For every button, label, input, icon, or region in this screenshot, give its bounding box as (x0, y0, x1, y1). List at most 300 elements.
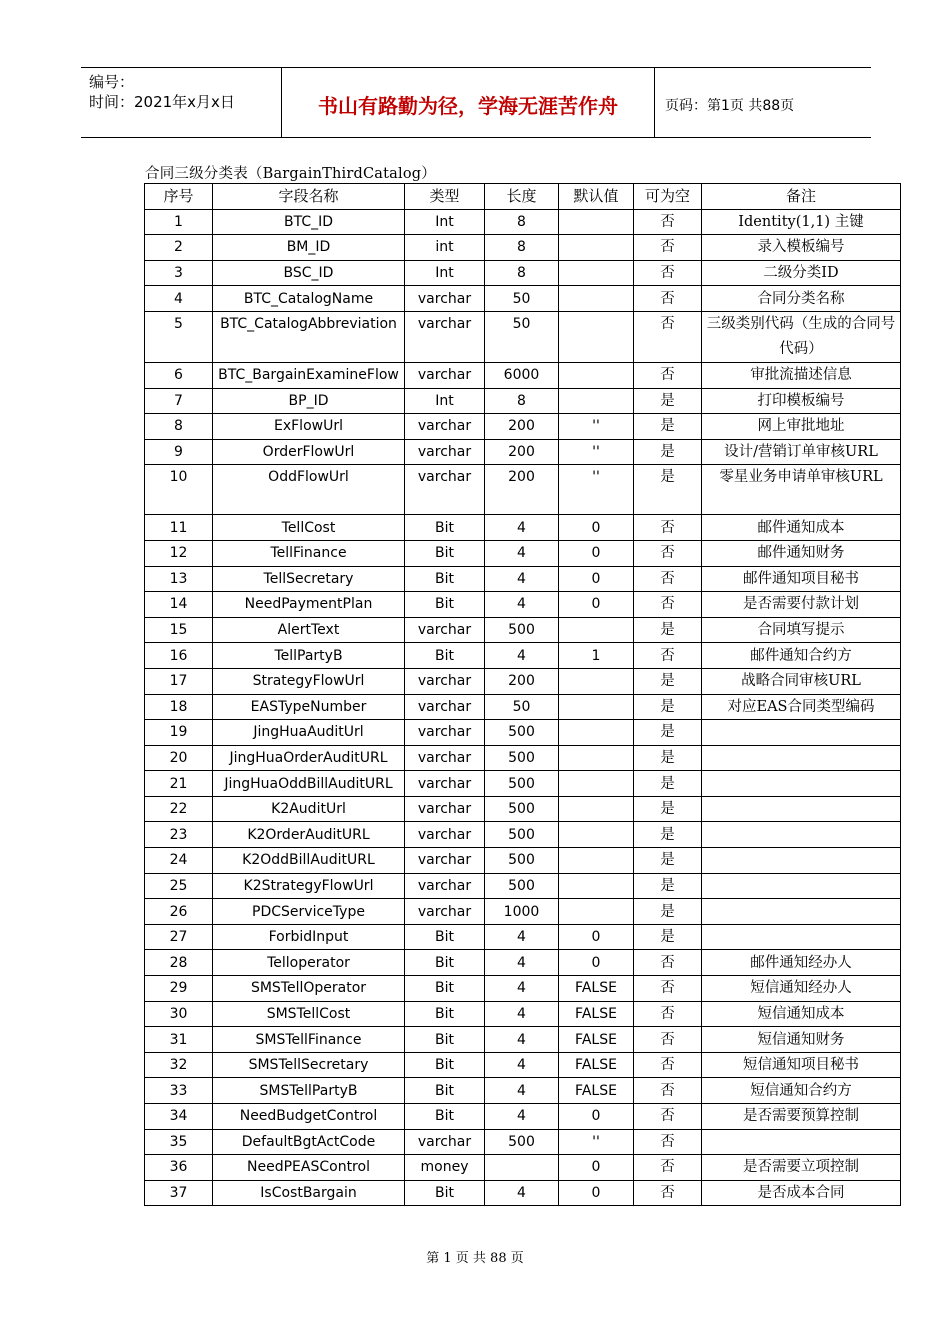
document-number-label: 编号： (89, 73, 135, 91)
cell-type: int (405, 235, 485, 261)
table-row (145, 848, 901, 874)
cell-default: 0 (559, 950, 634, 976)
cell-index: 37 (145, 1180, 213, 1206)
cell-remark: 短信通知项目秘书 (702, 1052, 901, 1078)
cell-field-name: BTC_CatalogAbbreviation (213, 311, 405, 362)
table-row (145, 1052, 901, 1078)
cell-length: 1000 (485, 899, 559, 925)
cell-remark: 打印模板编号 (702, 388, 901, 414)
cell-remark: 邮件通知财务 (702, 540, 901, 566)
cell-nullable: 是 (634, 771, 702, 797)
cell-length: 4 (485, 924, 559, 950)
cell-default: 0 (559, 592, 634, 618)
field-definition-table (144, 183, 901, 1206)
cell-nullable: 否 (634, 950, 702, 976)
cell-nullable: 是 (634, 668, 702, 694)
cell-field-name: OddFlowUrl (213, 465, 405, 515)
cell-remark: 是否需要预算控制 (702, 1104, 901, 1130)
cell-index: 18 (145, 694, 213, 720)
cell-index: 19 (145, 720, 213, 746)
cell-field-name: K2StrategyFlowUrl (213, 873, 405, 899)
cell-remark (702, 745, 901, 771)
cell-nullable: 否 (634, 1129, 702, 1155)
cell-index: 33 (145, 1078, 213, 1104)
cell-type: varchar (405, 617, 485, 643)
table-row (145, 209, 901, 235)
cell-default (559, 848, 634, 874)
cell-nullable: 否 (634, 1104, 702, 1130)
cell-length: 6000 (485, 362, 559, 388)
cell-nullable: 否 (634, 362, 702, 388)
cell-remark: 合同填写提示 (702, 617, 901, 643)
cell-length: 4 (485, 1180, 559, 1206)
cell-default (559, 668, 634, 694)
cell-field-name: JingHuaOddBillAuditURL (213, 771, 405, 797)
cell-index: 8 (145, 414, 213, 440)
cell-default: 0 (559, 566, 634, 592)
cell-index: 31 (145, 1027, 213, 1053)
cell-length: 4 (485, 566, 559, 592)
cell-length: 200 (485, 465, 559, 515)
cell-type: Bit (405, 1052, 485, 1078)
cell-remark: 短信通知财务 (702, 1027, 901, 1053)
cell-index: 23 (145, 822, 213, 848)
cell-default: FALSE (559, 1001, 634, 1027)
cell-default: 0 (559, 924, 634, 950)
cell-default (559, 260, 634, 286)
cell-remark: 合同分类名称 (702, 286, 901, 312)
cell-field-name: BP_ID (213, 388, 405, 414)
cell-index: 24 (145, 848, 213, 874)
cell-type: varchar (405, 771, 485, 797)
cell-length: 4 (485, 515, 559, 541)
cell-default: 0 (559, 515, 634, 541)
cell-index: 6 (145, 362, 213, 388)
cell-remark: 录入模板编号 (702, 235, 901, 261)
table-row (145, 1001, 901, 1027)
cell-default: FALSE (559, 976, 634, 1002)
cell-type: Bit (405, 515, 485, 541)
cell-default (559, 286, 634, 312)
table-header-row (145, 184, 901, 210)
cell-remark: 是否成本合同 (702, 1180, 901, 1206)
table-row (145, 540, 901, 566)
cell-type: varchar (405, 286, 485, 312)
column-header-index: 序号 (145, 184, 213, 210)
cell-remark: 邮件通知成本 (702, 515, 901, 541)
cell-nullable: 是 (634, 465, 702, 515)
cell-field-name: BTC_CatalogName (213, 286, 405, 312)
table-row (145, 515, 901, 541)
cell-index: 5 (145, 311, 213, 362)
cell-remark: 短信通知成本 (702, 1001, 901, 1027)
cell-length: 500 (485, 720, 559, 746)
cell-default (559, 388, 634, 414)
cell-nullable: 是 (634, 924, 702, 950)
cell-type: Bit (405, 950, 485, 976)
table-row (145, 643, 901, 669)
cell-nullable: 是 (634, 414, 702, 440)
cell-type: varchar (405, 796, 485, 822)
cell-remark: 零星业务申请单审核URL (702, 465, 901, 515)
table-row (145, 694, 901, 720)
cell-index: 4 (145, 286, 213, 312)
cell-type: varchar (405, 694, 485, 720)
cell-index: 30 (145, 1001, 213, 1027)
cell-nullable: 是 (634, 745, 702, 771)
column-header-length: 长度 (485, 184, 559, 210)
cell-nullable: 否 (634, 1180, 702, 1206)
cell-field-name: TellSecretary (213, 566, 405, 592)
cell-index: 7 (145, 388, 213, 414)
cell-length: 500 (485, 822, 559, 848)
header-page-label: 页码：第1页 共88页 (665, 97, 795, 114)
column-header-type: 类型 (405, 184, 485, 210)
table-row (145, 796, 901, 822)
cell-field-name: JingHuaOrderAuditURL (213, 745, 405, 771)
table-row (145, 873, 901, 899)
cell-remark: 设计/营销订单审核URL (702, 439, 901, 465)
cell-nullable: 否 (634, 311, 702, 362)
cell-nullable: 是 (634, 796, 702, 822)
cell-field-name: K2OrderAuditURL (213, 822, 405, 848)
cell-remark (702, 796, 901, 822)
cell-length: 8 (485, 209, 559, 235)
cell-field-name: NeedBudgetControl (213, 1104, 405, 1130)
table-row (145, 1180, 901, 1206)
cell-length: 500 (485, 771, 559, 797)
table-row (145, 592, 901, 618)
cell-field-name: EASTypeNumber (213, 694, 405, 720)
cell-field-name: StrategyFlowUrl (213, 668, 405, 694)
cell-field-name: BM_ID (213, 235, 405, 261)
cell-length: 4 (485, 592, 559, 618)
cell-field-name: SMSTellFinance (213, 1027, 405, 1053)
cell-length: 50 (485, 286, 559, 312)
cell-type: varchar (405, 668, 485, 694)
table-row (145, 286, 901, 312)
cell-nullable: 否 (634, 209, 702, 235)
cell-nullable: 否 (634, 235, 702, 261)
document-header (81, 67, 871, 138)
cell-remark: 是否需要付款计划 (702, 592, 901, 618)
cell-index: 25 (145, 873, 213, 899)
cell-length (485, 1155, 559, 1181)
cell-type: Bit (405, 566, 485, 592)
cell-type: varchar (405, 873, 485, 899)
column-header-nullable: 可为空 (634, 184, 702, 210)
cell-default: 0 (559, 1104, 634, 1130)
cell-nullable: 是 (634, 848, 702, 874)
table-row (145, 566, 901, 592)
cell-nullable: 是 (634, 388, 702, 414)
cell-field-name: SMSTellPartyB (213, 1078, 405, 1104)
cell-remark (702, 873, 901, 899)
cell-length: 200 (485, 668, 559, 694)
cell-length: 8 (485, 388, 559, 414)
table-row (145, 260, 901, 286)
cell-length: 500 (485, 617, 559, 643)
table-caption: 合同三级分类表（BargainThirdCatalog） (145, 166, 436, 182)
table-row (145, 1129, 901, 1155)
cell-index: 36 (145, 1155, 213, 1181)
column-header-field-name: 字段名称 (213, 184, 405, 210)
cell-index: 21 (145, 771, 213, 797)
page-footer: 第 1 页 共 88 页 (426, 1251, 524, 1266)
cell-length: 200 (485, 414, 559, 440)
cell-type: Bit (405, 1078, 485, 1104)
cell-nullable: 否 (634, 1052, 702, 1078)
cell-field-name: JingHuaAuditUrl (213, 720, 405, 746)
cell-index: 14 (145, 592, 213, 618)
cell-type: varchar (405, 848, 485, 874)
cell-type: varchar (405, 414, 485, 440)
cell-default (559, 873, 634, 899)
cell-remark: 网上审批地址 (702, 414, 901, 440)
cell-field-name: DefaultBgtActCode (213, 1129, 405, 1155)
cell-default: '' (559, 439, 634, 465)
cell-length: 500 (485, 745, 559, 771)
cell-remark: 审批流描述信息 (702, 362, 901, 388)
cell-index: 34 (145, 1104, 213, 1130)
cell-length: 4 (485, 976, 559, 1002)
cell-type: varchar (405, 1129, 485, 1155)
cell-type: Int (405, 260, 485, 286)
cell-nullable: 否 (634, 1155, 702, 1181)
cell-field-name: TellPartyB (213, 643, 405, 669)
cell-type: Bit (405, 1104, 485, 1130)
document-date-label: 时间：2021年x月x日 (89, 93, 235, 111)
cell-index: 32 (145, 1052, 213, 1078)
cell-length: 8 (485, 235, 559, 261)
header-motto: 书山有路勤为径，学海无涯苦作舟 (282, 68, 655, 137)
cell-type: varchar (405, 465, 485, 515)
cell-remark (702, 822, 901, 848)
cell-nullable: 是 (634, 899, 702, 925)
cell-type: varchar (405, 720, 485, 746)
cell-remark: 对应EAS合同类型编码 (702, 694, 901, 720)
cell-index: 15 (145, 617, 213, 643)
cell-remark: 邮件通知合约方 (702, 643, 901, 669)
cell-default: '' (559, 414, 634, 440)
cell-default: FALSE (559, 1078, 634, 1104)
table-row (145, 668, 901, 694)
cell-nullable: 否 (634, 1078, 702, 1104)
cell-type: Bit (405, 1001, 485, 1027)
cell-index: 28 (145, 950, 213, 976)
cell-field-name: IsCostBargain (213, 1180, 405, 1206)
cell-field-name: K2OddBillAuditURL (213, 848, 405, 874)
cell-length: 500 (485, 1129, 559, 1155)
cell-index: 1 (145, 209, 213, 235)
cell-remark (702, 771, 901, 797)
table-row (145, 1155, 901, 1181)
table-row (145, 439, 901, 465)
cell-length: 8 (485, 260, 559, 286)
cell-field-name: PDCServiceType (213, 899, 405, 925)
cell-default (559, 209, 634, 235)
cell-nullable: 是 (634, 694, 702, 720)
cell-default: FALSE (559, 1027, 634, 1053)
cell-default: '' (559, 465, 634, 515)
cell-default (559, 362, 634, 388)
table-row (145, 720, 901, 746)
cell-index: 9 (145, 439, 213, 465)
cell-index: 26 (145, 899, 213, 925)
cell-nullable: 否 (634, 566, 702, 592)
cell-default (559, 720, 634, 746)
table-row (145, 388, 901, 414)
cell-field-name: SMSTellSecretary (213, 1052, 405, 1078)
cell-field-name: TellFinance (213, 540, 405, 566)
cell-index: 20 (145, 745, 213, 771)
cell-default (559, 617, 634, 643)
cell-type: varchar (405, 899, 485, 925)
table-row (145, 235, 901, 261)
cell-default (559, 745, 634, 771)
cell-remark (702, 899, 901, 925)
cell-field-name: AlertText (213, 617, 405, 643)
cell-default: '' (559, 1129, 634, 1155)
cell-field-name: BSC_ID (213, 260, 405, 286)
column-header-remark: 备注 (702, 184, 901, 210)
cell-default: 0 (559, 1155, 634, 1181)
table-row (145, 1078, 901, 1104)
table-row (145, 899, 901, 925)
cell-type: Bit (405, 592, 485, 618)
cell-nullable: 否 (634, 260, 702, 286)
cell-nullable: 是 (634, 873, 702, 899)
cell-length: 4 (485, 950, 559, 976)
cell-type: Int (405, 209, 485, 235)
cell-default: 0 (559, 1180, 634, 1206)
cell-length: 4 (485, 1027, 559, 1053)
cell-length: 500 (485, 848, 559, 874)
cell-type: Bit (405, 540, 485, 566)
cell-nullable: 否 (634, 1001, 702, 1027)
cell-remark: 短信通知经办人 (702, 976, 901, 1002)
cell-field-name: ExFlowUrl (213, 414, 405, 440)
cell-length: 500 (485, 796, 559, 822)
cell-length: 50 (485, 694, 559, 720)
cell-type: varchar (405, 822, 485, 848)
table-row (145, 950, 901, 976)
cell-field-name: SMSTellOperator (213, 976, 405, 1002)
cell-remark: 邮件通知项目秘书 (702, 566, 901, 592)
cell-index: 22 (145, 796, 213, 822)
cell-remark (702, 1129, 901, 1155)
cell-field-name: NeedPEASControl (213, 1155, 405, 1181)
cell-remark: 短信通知合约方 (702, 1078, 901, 1104)
table-row (145, 771, 901, 797)
cell-default (559, 899, 634, 925)
cell-remark: Identity(1,1) 主键 (702, 209, 901, 235)
table-row (145, 617, 901, 643)
cell-type: varchar (405, 439, 485, 465)
cell-length: 4 (485, 1078, 559, 1104)
cell-type: Bit (405, 924, 485, 950)
cell-length: 4 (485, 643, 559, 669)
cell-remark (702, 720, 901, 746)
cell-index: 13 (145, 566, 213, 592)
cell-type: Int (405, 388, 485, 414)
cell-field-name: BTC_ID (213, 209, 405, 235)
cell-field-name: K2AuditUrl (213, 796, 405, 822)
cell-field-name: SMSTellCost (213, 1001, 405, 1027)
cell-length: 4 (485, 1104, 559, 1130)
cell-index: 17 (145, 668, 213, 694)
cell-nullable: 是 (634, 822, 702, 848)
cell-remark: 二级分类ID (702, 260, 901, 286)
cell-default (559, 694, 634, 720)
cell-field-name: OrderFlowUrl (213, 439, 405, 465)
table-row (145, 822, 901, 848)
cell-type: money (405, 1155, 485, 1181)
cell-length: 4 (485, 1001, 559, 1027)
cell-default: FALSE (559, 1052, 634, 1078)
cell-index: 35 (145, 1129, 213, 1155)
cell-index: 2 (145, 235, 213, 261)
table-row (145, 976, 901, 1002)
cell-nullable: 否 (634, 976, 702, 1002)
cell-default (559, 822, 634, 848)
cell-nullable: 是 (634, 617, 702, 643)
cell-remark: 战略合同审核URL (702, 668, 901, 694)
cell-field-name: Telloperator (213, 950, 405, 976)
cell-field-name: BTC_BargainExamineFlow (213, 362, 405, 388)
cell-remark (702, 924, 901, 950)
cell-default (559, 796, 634, 822)
cell-type: Bit (405, 976, 485, 1002)
cell-type: Bit (405, 643, 485, 669)
table-row (145, 465, 901, 515)
cell-length: 500 (485, 873, 559, 899)
column-header-default: 默认值 (559, 184, 634, 210)
cell-index: 10 (145, 465, 213, 515)
cell-length: 4 (485, 540, 559, 566)
cell-remark: 邮件通知经办人 (702, 950, 901, 976)
cell-index: 12 (145, 540, 213, 566)
cell-index: 27 (145, 924, 213, 950)
table-row (145, 1027, 901, 1053)
cell-remark: 三级类别代码（生成的合同号代码） (702, 311, 901, 362)
cell-index: 29 (145, 976, 213, 1002)
table-row (145, 362, 901, 388)
cell-default (559, 235, 634, 261)
cell-default (559, 311, 634, 362)
cell-nullable: 否 (634, 592, 702, 618)
table-row (145, 745, 901, 771)
cell-type: varchar (405, 745, 485, 771)
cell-nullable: 否 (634, 643, 702, 669)
cell-remark (702, 848, 901, 874)
cell-type: Bit (405, 1180, 485, 1206)
cell-nullable: 否 (634, 286, 702, 312)
cell-field-name: NeedPaymentPlan (213, 592, 405, 618)
cell-index: 16 (145, 643, 213, 669)
cell-nullable: 否 (634, 515, 702, 541)
cell-nullable: 否 (634, 540, 702, 566)
cell-field-name: ForbidInput (213, 924, 405, 950)
cell-index: 11 (145, 515, 213, 541)
cell-index: 3 (145, 260, 213, 286)
cell-nullable: 否 (634, 1027, 702, 1053)
cell-remark: 是否需要立项控制 (702, 1155, 901, 1181)
table-row (145, 414, 901, 440)
cell-nullable: 是 (634, 720, 702, 746)
table-row (145, 924, 901, 950)
cell-default: 1 (559, 643, 634, 669)
